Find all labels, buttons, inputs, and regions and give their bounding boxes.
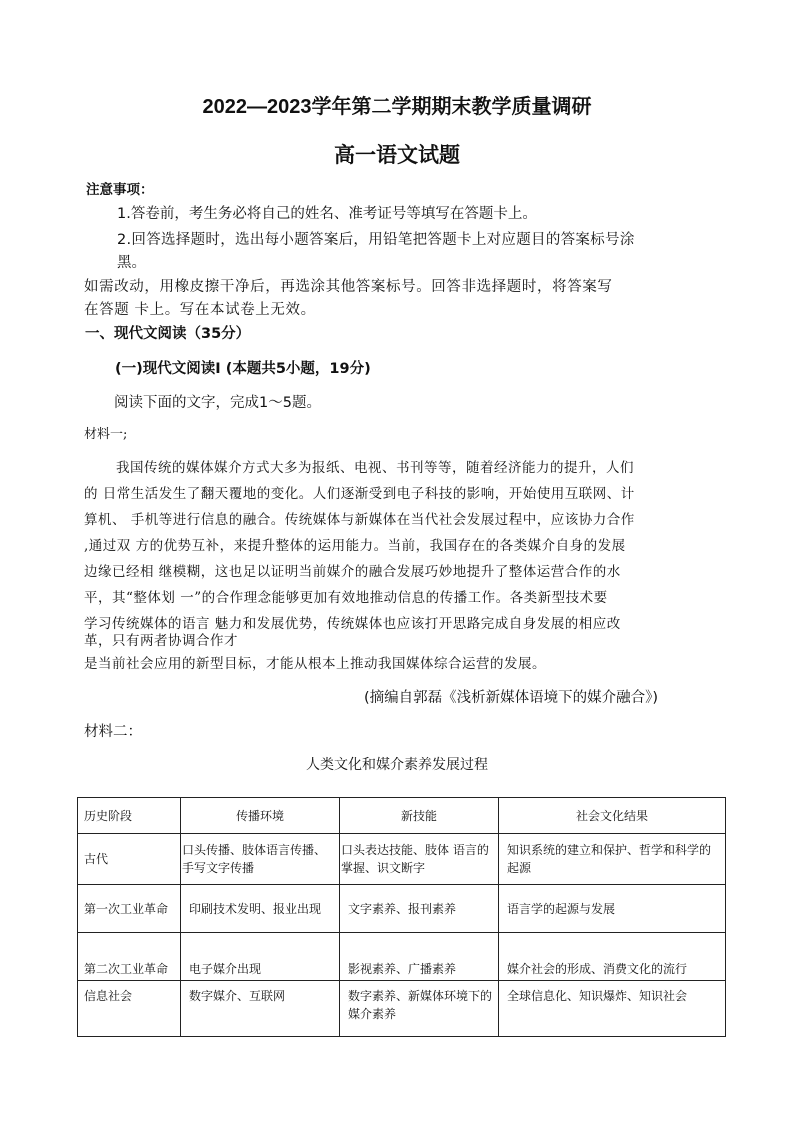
material-1-line: 是当前社会应用的新型目标，才能从根本上推动我国媒体综合运营的发展。: [84, 656, 546, 672]
notice-item-2-line-1: 2.回答选择题时，选出每小题答案后，用铅笔把答题卡上对应题目的答案标号涂: [117, 232, 635, 248]
material-1-line: 算机、 手机等进行信息的融合。传统媒体与新媒体在当代社会发展过程中，应该协力合作: [84, 512, 635, 528]
table-cell: 数字素养、新媒体环境下的媒介素养: [340, 981, 499, 1037]
table-header-cell: 社会文化结果: [499, 798, 726, 834]
table-cell: 信息社会: [78, 981, 181, 1037]
table-header-cell: 传播环境: [181, 798, 340, 834]
media-literacy-table: [77, 797, 726, 1037]
table-cell: 文字素养、报刊素养: [340, 885, 499, 933]
material-1-line: ,通过双 方的优势互补，来提升整体的运用能力。当前，我国存在的各类媒介自身的发展: [84, 538, 626, 554]
table-cell: 第一次工业革命: [78, 885, 181, 933]
material-1-line: 的 日常生活发生了翻天覆地的变化。人们逐渐受到电子科技的影响，开始使用互联网、计: [84, 486, 635, 502]
table-cell: 口头传播、肢体语言传播、手写文字传播: [181, 834, 340, 885]
notice-item-2-line-2: 黑。: [117, 255, 146, 271]
table-cell: 数字媒介、互联网: [181, 981, 340, 1037]
notice-line-3: 如需改动，用橡皮擦干净后，再选涂其他答案标号。回答非选择题时，将答案写: [84, 279, 613, 295]
exam-subtitle: 高一语文试题: [334, 143, 460, 167]
reading-instruction: 阅读下面的文字，完成1～5题。: [114, 395, 321, 411]
material-1-line: 平，其“整体划 一”的合作理念能够更加有效地推动信息的传播工作。各类新型技术要: [84, 590, 608, 606]
table-cell: 电子媒介出现: [181, 933, 340, 981]
table-title: 人类文化和媒介素养发展过程: [306, 757, 488, 773]
notice-line-4: 在答题 卡上。写在本试卷上无效。: [84, 302, 316, 318]
table-cell: 古代: [78, 834, 181, 885]
table-cell: 印刷技术发明、报业出现: [181, 885, 340, 933]
table-cell: 媒介社会的形成、消费文化的流行: [499, 933, 726, 981]
material-1-line: 革，只有两者协调合作才: [84, 633, 238, 649]
notice-item-1: 1.答卷前，考生务必将自己的姓名、准考证号等填写在答题卡上。: [117, 206, 537, 222]
exam-title: 2022—2023学年第二学期期末教学质量调研: [202, 96, 592, 118]
table-cell: 口头表达技能、肢体 语言的掌握、识文断字: [340, 834, 499, 885]
table-row: [78, 834, 726, 885]
material-1-line: 边缘已经相 继模糊，这也足以证明当前媒介的融合发展巧妙地提升了整体运营合作的水: [84, 564, 621, 580]
table-cell: 全球信息化、知识爆炸、知识社会: [499, 981, 726, 1037]
material-1-line: 我国传统的媒体媒介方式大多为报纸、电视、书刊等等，随着经济能力的提升，人们: [116, 460, 634, 476]
material-1-source: (摘编自郭磊《浅析新媒体语境下的媒介融合》): [364, 690, 659, 706]
table-header-cell: 新技能: [340, 798, 499, 834]
section-heading: 一、现代文阅读（35分）: [85, 326, 251, 342]
table-cell: 影视素养、广播素养: [340, 933, 499, 981]
table-cell: 知识系统的建立和保护、哲学和科学的起源: [499, 834, 726, 885]
notice-heading: 注意事项：: [86, 182, 154, 198]
sub-section-heading: (一)现代文阅读I (本题共5小题，19分): [115, 361, 371, 377]
table-header-row: [78, 798, 726, 834]
material-1-label: 材料一;: [84, 427, 128, 442]
table-row: [78, 933, 726, 981]
material-2-label: 材料二：: [84, 724, 142, 740]
table-header-cell: 历史阶段: [78, 798, 181, 834]
table-cell: 第二次工业革命: [78, 933, 181, 981]
table-row: [78, 885, 726, 933]
table-row: [78, 981, 726, 1037]
material-1-line: 学习传统媒体的语言 魅力和发展优势，传统媒体也应该打开思路完成自身发展的相应改: [84, 616, 621, 632]
table-cell: 语言学的起源与发展: [499, 885, 726, 933]
